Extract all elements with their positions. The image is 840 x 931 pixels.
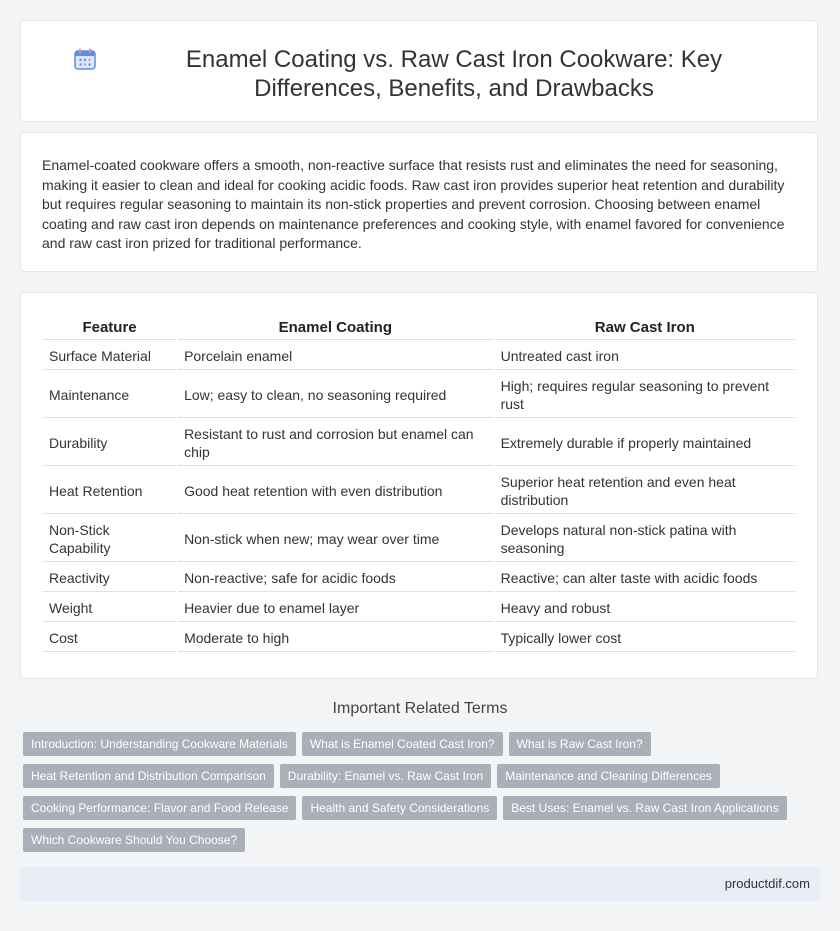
- related-tag-link[interactable]: Heat Retention and Distribution Comparison: [23, 764, 274, 788]
- page-title: Enamel Coating vs. Raw Cast Iron Cookware: Key Differences, Benefits, and Drawbacks: [185, 46, 723, 102]
- related-tag-link[interactable]: Durability: Enamel vs. Raw Cast Iron: [280, 764, 491, 788]
- comparison-card: [20, 292, 818, 679]
- tag-row: [23, 764, 813, 796]
- tag-row: [23, 732, 813, 764]
- footer-site-link[interactable]: productdif.com: [724, 876, 810, 891]
- header-feature: Feature: [43, 317, 176, 340]
- feature-cell: Surface Material: [43, 342, 176, 370]
- tag-row: [23, 796, 813, 828]
- enamel-cell: Non-reactive; safe for acidic foods: [178, 564, 493, 592]
- raw-cell: Untreated cast iron: [495, 342, 795, 370]
- raw-cell: Reactive; can alter taste with acidic foods: [495, 564, 795, 592]
- related-tag-link[interactable]: Maintenance and Cleaning Differences: [497, 764, 720, 788]
- table-row: [43, 372, 795, 418]
- table-row: [43, 420, 795, 466]
- enamel-cell: Low; easy to clean, no seasoning required: [178, 372, 493, 418]
- table-header-row: [43, 317, 795, 340]
- header-raw-cast-iron: Raw Cast Iron: [495, 317, 795, 340]
- table-row: [43, 342, 795, 370]
- raw-cell: Heavy and robust: [495, 594, 795, 622]
- related-tag-link[interactable]: Health and Safety Considerations: [302, 796, 497, 820]
- footer-bar: [20, 867, 820, 901]
- related-tag-link[interactable]: What is Raw Cast Iron?: [509, 732, 651, 756]
- intro-card: [20, 132, 818, 272]
- related-tag-link[interactable]: Which Cookware Should You Choose?: [23, 828, 245, 852]
- table-row: [43, 594, 795, 622]
- enamel-cell: Porcelain enamel: [178, 342, 493, 370]
- feature-cell: Cost: [43, 624, 176, 652]
- table-row: [43, 468, 795, 514]
- related-terms-heading: Important Related Terms: [332, 700, 508, 717]
- related-tag-link[interactable]: What is Enamel Coated Cast Iron?: [302, 732, 503, 756]
- raw-cell: Superior heat retention and even heat distribution: [495, 468, 795, 514]
- table-row: [43, 564, 795, 592]
- enamel-cell: Good heat retention with even distribution: [178, 468, 493, 514]
- feature-cell: Non-Stick Capability: [43, 516, 176, 562]
- enamel-cell: Non-stick when new; may wear over time: [178, 516, 493, 562]
- feature-cell: Weight: [43, 594, 176, 622]
- tag-row: [23, 828, 813, 860]
- related-tag-link[interactable]: Best Uses: Enamel vs. Raw Cast Iron Applications: [503, 796, 786, 820]
- intro-paragraph: Enamel-coated cookware offers a smooth, non-reactive surface that resists rust and eliminates the need for seasoning, making it easier to clean and ideal for cooking acidic foods. Raw cast iron provides superior heat retention and durability but requires regular seasoning to maintain its non-stick properties and prevent corrosion. Choosing between enamel coating and raw cast iron depends on maintenance preferences and cooking style, with enamel favored for convenience and raw cast iron prized for traditional performance.: [42, 157, 785, 252]
- feature-cell: Heat Retention: [43, 468, 176, 514]
- related-tag-link[interactable]: Cooking Performance: Flavor and Food Release: [23, 796, 296, 820]
- feature-cell: Maintenance: [43, 372, 176, 418]
- related-terms-tags: [23, 732, 813, 860]
- enamel-cell: Moderate to high: [178, 624, 493, 652]
- raw-cell: Develops natural non-stick patina with seasoning: [495, 516, 795, 562]
- header-card: [20, 20, 818, 122]
- raw-cell: High; requires regular seasoning to prevent rust: [495, 372, 795, 418]
- table-row: [43, 624, 795, 652]
- comparison-table: [41, 315, 797, 654]
- raw-cell: Extremely durable if properly maintained: [495, 420, 795, 466]
- enamel-cell: Resistant to rust and corrosion but enamel can chip: [178, 420, 493, 466]
- feature-cell: Reactivity: [43, 564, 176, 592]
- enamel-cell: Heavier due to enamel layer: [178, 594, 493, 622]
- feature-cell: Durability: [43, 420, 176, 466]
- header-enamel-coating: Enamel Coating: [178, 317, 493, 340]
- related-tag-link[interactable]: Introduction: Understanding Cookware Materials: [23, 732, 296, 756]
- raw-cell: Typically lower cost: [495, 624, 795, 652]
- table-row: [43, 516, 795, 562]
